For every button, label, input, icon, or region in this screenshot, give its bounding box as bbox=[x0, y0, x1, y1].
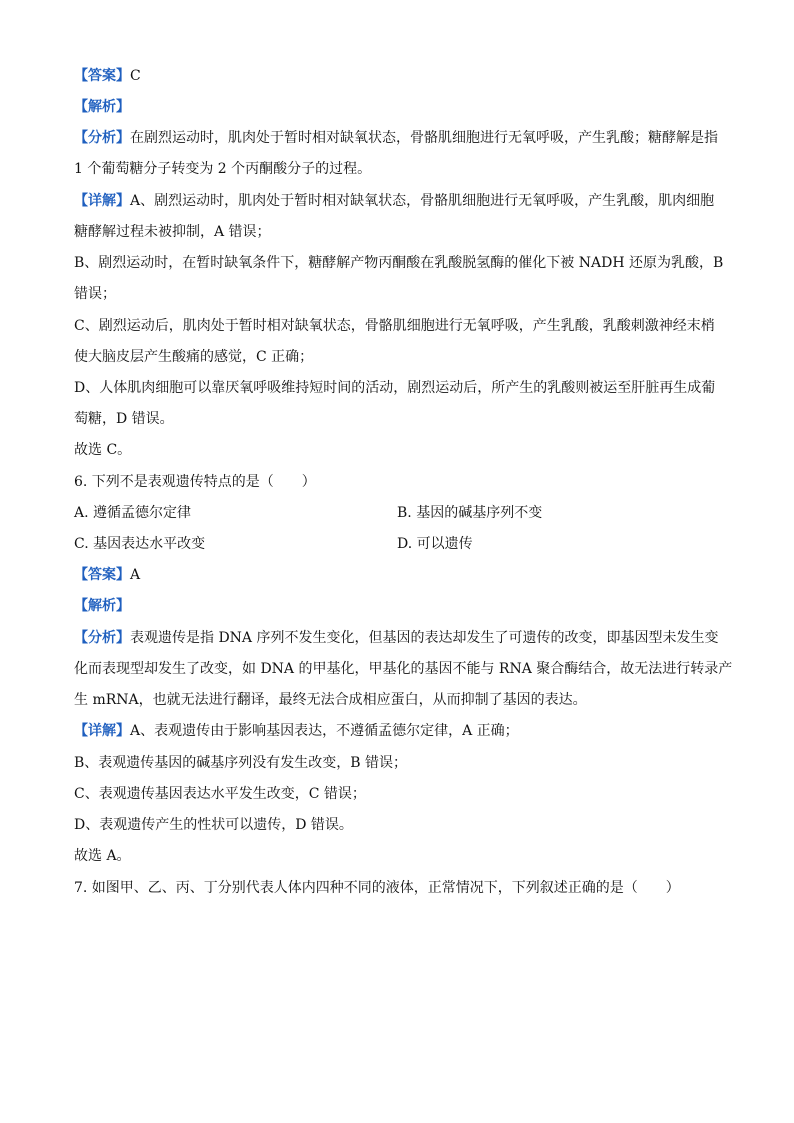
q5-detail-line-8: 萄糖，D 错误。 bbox=[74, 411, 174, 427]
q5-analysis-header bbox=[74, 98, 724, 116]
fenxi-tag: 【分析】 bbox=[74, 630, 130, 646]
q6-fenxi-text-1: 表观遗传是指 DNA 序列不发生变化，但基因的表达却发生了可遗传的改变，即基因型未发生变 bbox=[130, 630, 719, 646]
q6-fenxi-line-2: 化而表现型却发生了改变，如 DNA 的甲基化，甲基化的基因不能与 RNA 聚合酶结合，故无法进行转录产 bbox=[74, 661, 733, 677]
q6-detail-line-4: D、表观遗传产生的性状可以遗传，D 错误。 bbox=[74, 817, 353, 833]
q6-option-b: B. 基因的碱基序列不变 bbox=[397, 505, 543, 521]
q6-fenxi-line-3: 生 mRNA，也就无法进行翻译，最终无法合成相应蛋白，从而抑制了基因的表达。 bbox=[74, 692, 587, 708]
q5-detail-line-3: B、剧烈运动时，在暂时缺氧条件下，糖酵解产物丙酮酸在乳酸脱氢酶的催化下被 NADH 还原为乳酸，B bbox=[74, 255, 724, 271]
q6-conclusion: 故选 A。 bbox=[74, 848, 131, 864]
q6-option-c: C. 基因表达水平改变 bbox=[74, 536, 206, 552]
q6-detail-line-2: B、表观遗传基因的碱基序列没有发生改变，B 错误； bbox=[74, 755, 408, 771]
q5-fenxi-line-2: 1 个葡萄糖分子转变为 2 个丙酮酸分子的过程。 bbox=[74, 161, 372, 177]
q6-analysis-header bbox=[74, 597, 724, 615]
fenxi-tag: 【分析】 bbox=[74, 130, 130, 146]
q6-stem: 6. 下列不是表观遗传特点的是（ ） bbox=[74, 474, 316, 490]
detail-tag: 【详解】 bbox=[74, 723, 130, 739]
q5-conclusion: 故选 C。 bbox=[74, 442, 132, 458]
analysis-tag: 【解析】 bbox=[74, 598, 130, 614]
q5-detail-line-5: C、剧烈运动后，肌肉处于暂时相对缺氧状态，骨骼肌细胞进行无氧呼吸，产生乳酸，乳酸刺激神经末梢 bbox=[74, 318, 715, 334]
q5-fenxi-text-1: 在剧烈运动时，肌肉处于暂时相对缺氧状态，骨骼肌细胞进行无氧呼吸，产生乳酸；糖酵解是指 bbox=[130, 130, 718, 146]
q5-detail-text-1: A、剧烈运动时，肌肉处于暂时相对缺氧状态，骨骼肌细胞进行无氧呼吸，产生乳酸，肌肉细胞 bbox=[130, 193, 715, 209]
q6-detail-line-1 bbox=[74, 722, 724, 740]
answer-tag: 【答案】 bbox=[74, 68, 130, 84]
q5-detail-line-4: 错误； bbox=[74, 286, 116, 302]
q6-answer-line bbox=[74, 566, 724, 584]
q5-detail-line-1 bbox=[74, 192, 724, 210]
q5-answer-value: C bbox=[130, 68, 141, 84]
analysis-tag: 【解析】 bbox=[74, 99, 130, 115]
answer-tag: 【答案】 bbox=[74, 567, 130, 583]
detail-tag: 【详解】 bbox=[74, 193, 130, 209]
q6-option-d: D. 可以遗传 bbox=[397, 536, 473, 552]
q5-detail-line-2: 糖酵解过程未被抑制，A 错误； bbox=[74, 224, 271, 240]
q5-fenxi-line-1 bbox=[74, 129, 724, 147]
q7-stem: 7. 如图甲、乙、丙、丁分别代表人体内四种不同的液体，正常情况下，下列叙述正确的是（ ） bbox=[74, 880, 680, 896]
q6-answer-value: A bbox=[130, 567, 141, 583]
q6-option-a: A. 遵循孟德尔定律 bbox=[74, 505, 192, 521]
q5-answer-line bbox=[74, 67, 724, 85]
q5-detail-line-7: D、人体肌肉细胞可以靠厌氧呼吸维持短时间的活动，剧烈运动后，所产生的乳酸则被运至肝脏再生成葡 bbox=[74, 380, 716, 396]
q5-detail-line-6: 使大脑皮层产生酸痛的感觉，C 正确； bbox=[74, 349, 314, 365]
q6-detail-text-1: A、表观遗传由于影响基因表达，不遵循孟德尔定律，A 正确； bbox=[130, 723, 519, 739]
q6-fenxi-line-1 bbox=[74, 629, 724, 647]
q6-detail-line-3: C、表观遗传基因表达水平发生改变，C 错误； bbox=[74, 786, 366, 802]
